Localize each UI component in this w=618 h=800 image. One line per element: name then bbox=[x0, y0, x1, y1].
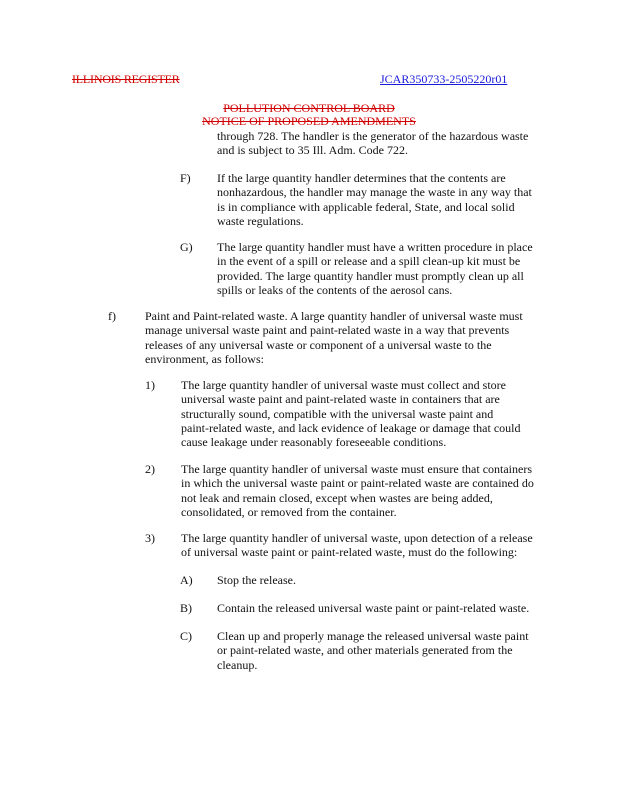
text-line: releases of any universal waste or component of a universal waste to the bbox=[145, 337, 492, 352]
sub-b-text bbox=[217, 601, 529, 615]
item-f-text bbox=[217, 171, 532, 228]
item-3-text bbox=[181, 531, 533, 560]
sub-a-label: A) bbox=[180, 573, 193, 587]
board-name: POLLUTION CONTROL BOARD bbox=[223, 101, 395, 115]
text-line: The large quantity handler must have a written procedure in place bbox=[217, 240, 533, 254]
item-1-label: 1) bbox=[145, 378, 155, 392]
item-f-label: F) bbox=[180, 171, 191, 185]
section-f-text bbox=[145, 309, 523, 366]
section-f-label: f) bbox=[108, 309, 116, 323]
text-line: universal waste paint and paint-related waste in containers that are bbox=[181, 392, 500, 407]
text-line: in the event of a spill or release and a spill clean-up kit must be bbox=[217, 254, 521, 269]
text-line: or paint-related waste, and other materials generated from the bbox=[217, 643, 513, 658]
text-line: and is subject to 35 Ill. Adm. Code 722. bbox=[217, 143, 408, 158]
text-line: Paint and Paint-related waste. A large quantity handler of universal waste must bbox=[145, 309, 523, 323]
item-g-text bbox=[217, 240, 533, 297]
text-line: cause leakage under reasonably foreseeable conditions. bbox=[181, 435, 447, 450]
text-line: of universal waste paint or paint-related waste, must do the following: bbox=[181, 545, 518, 560]
text-line: spills or leaks of the contents of the aerosol cans. bbox=[217, 282, 453, 297]
text-line: not leak and remain closed, except when wastes are being added, bbox=[181, 490, 493, 505]
text-line: environment, as follows: bbox=[145, 351, 264, 366]
text-line: in which the universal waste paint or paint-related waste are contained do bbox=[181, 476, 534, 491]
text-line: consolidated, or removed from the container. bbox=[181, 504, 397, 519]
text-line: is in compliance with applicable federal, State, and local solid bbox=[217, 199, 515, 214]
sub-c-label: C) bbox=[180, 629, 192, 643]
item-g-label: G) bbox=[180, 240, 193, 254]
text-line: The large quantity handler of universal waste must ensure that containers bbox=[181, 462, 532, 476]
text-line: provided. The large quantity handler must promptly clean up all bbox=[217, 268, 524, 283]
text-line: paint-related waste, and lack evidence of leakage or damage that could bbox=[181, 420, 521, 435]
text-line: waste regulations. bbox=[217, 213, 304, 228]
text-line: nonhazardous, the handler may manage the waste in any way that bbox=[217, 185, 532, 200]
text-line: manage universal waste paint and paint-related waste in a way that prevents bbox=[145, 323, 510, 338]
sub-a-text bbox=[217, 573, 296, 587]
item-3-label: 3) bbox=[145, 531, 155, 545]
text-line: Clean up and properly manage the released universal waste paint bbox=[217, 629, 529, 643]
item-1-text bbox=[181, 378, 521, 449]
item-2-text bbox=[181, 462, 534, 519]
text-line: structurally sound, compatible with the universal waste paint and bbox=[181, 406, 494, 421]
sub-b-label: B) bbox=[180, 601, 192, 615]
register-title: ILLINOIS REGISTER bbox=[72, 72, 180, 86]
text-line: Stop the release. bbox=[217, 573, 296, 587]
text-line: Contain the released universal waste paint or paint-related waste. bbox=[217, 601, 530, 615]
sub-c-text bbox=[217, 629, 529, 672]
text-line: The large quantity handler of universal waste, upon detection of a release bbox=[181, 531, 533, 545]
item-2-label: 2) bbox=[145, 462, 155, 476]
text-line: cleanup. bbox=[217, 657, 258, 672]
text-line: through 728. The handler is the generator of the hazardous waste bbox=[217, 129, 529, 143]
text-line: If the large quantity handler determines that the contents are bbox=[217, 171, 506, 185]
text-line: The large quantity handler of universal waste must collect and store bbox=[181, 378, 507, 392]
notice-title: NOTICE OF PROPOSED AMENDMENTS bbox=[202, 114, 416, 128]
continuation-text bbox=[217, 129, 528, 158]
jcar-reference: JCAR350733-2505220r01 bbox=[380, 72, 508, 86]
